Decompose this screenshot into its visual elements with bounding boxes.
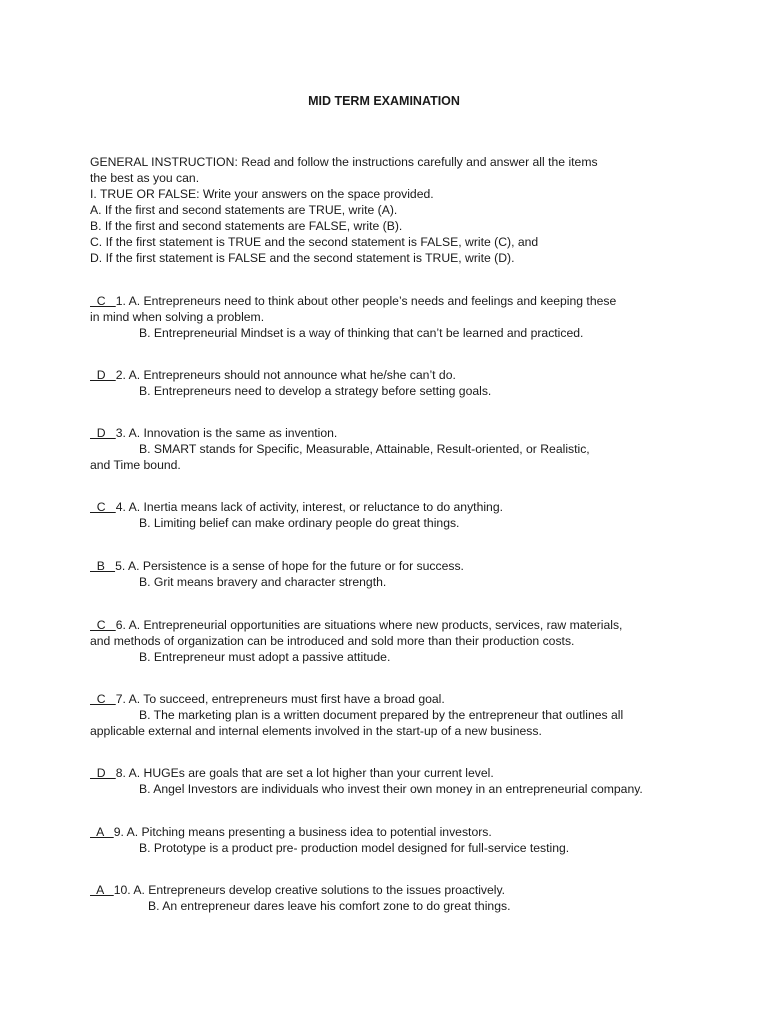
instruction-line: GENERAL INSTRUCTION: Read and follow the instructions carefully and answer all the items <box>90 155 598 169</box>
statement-b: B. Angel Investors are individuals who invest their own money in an entrepreneurial company. <box>139 782 643 796</box>
instruction-line: D. If the first statement is FALSE and the second statement is TRUE, write (D). <box>90 251 515 265</box>
statement-a: 8. A. HUGEs are goals that are set a lot higher than your current level. <box>115 766 494 780</box>
statement-a-continued: and methods of organization can be introduced and sold more than their production costs. <box>90 634 575 648</box>
instruction-line: A. If the first and second statements are TRUE, write (A). <box>90 203 398 217</box>
answer-blank[interactable]: C <box>90 618 116 632</box>
answer-blank[interactable]: C <box>90 294 116 308</box>
answer-blank[interactable]: D <box>90 766 116 780</box>
statement-b-continued: applicable external and internal elements involved in the start-up of a new business. <box>90 724 542 738</box>
statement-a: 4. A. Inertia means lack of activity, interest, or reluctance to do anything. <box>115 500 503 514</box>
statement-a: 6. A. Entrepreneurial opportunities are situations where new products, services, raw materials, <box>115 618 623 632</box>
statement-b-continued: and Time bound. <box>90 458 181 472</box>
statement-a-continued: in mind when solving a problem. <box>90 310 265 324</box>
instruction-line: I. TRUE OR FALSE: Write your answers on the space provided. <box>90 187 434 201</box>
statement-b: B. The marketing plan is a written document prepared by the entrepreneur that outlines all <box>139 708 624 722</box>
statement-a: 2. A. Entrepreneurs should not announce what he/she can’t do. <box>115 368 456 382</box>
statement-b: B. Entrepreneurs need to develop a strategy before setting goals. <box>139 384 492 398</box>
question-item-9 <box>90 824 690 856</box>
answer-blank[interactable]: D <box>90 426 116 440</box>
instruction-line: C. If the first statement is TRUE and the second statement is FALSE, write (C), and <box>90 235 539 249</box>
statement-a: 10. A. Entrepreneurs develop creative solutions to the issues proactively. <box>113 883 506 897</box>
question-item-5 <box>90 558 690 590</box>
statement-a: 5. A. Persistence is a sense of hope for the future or for success. <box>115 559 464 573</box>
question-item-1 <box>90 293 690 341</box>
statement-b: B. Grit means bravery and character strength. <box>139 575 387 589</box>
statement-b: B. Prototype is a product pre- production model designed for full-service testing. <box>139 841 570 855</box>
statement-a: 1. A. Entrepreneurs need to think about other people’s needs and feelings and keeping these <box>115 294 617 308</box>
statement-a: 3. A. Innovation is the same as invention. <box>115 426 338 440</box>
instruction-line: B. If the first and second statements are FALSE, write (B). <box>90 219 403 233</box>
question-item-6 <box>90 617 690 665</box>
statement-b: B. Entrepreneurial Mindset is a way of thinking that can’t be learned and practiced. <box>139 326 584 340</box>
statement-b: B. Entrepreneur must adopt a passive attitude. <box>139 650 391 664</box>
instruction-line: the best as you can. <box>90 171 200 185</box>
answer-blank[interactable]: D <box>90 368 116 382</box>
answer-blank[interactable]: B <box>90 559 116 573</box>
statement-b: B. An entrepreneur dares leave his comfort zone to do great things. <box>148 899 511 913</box>
statement-b: B. Limiting belief can make ordinary people do great things. <box>139 516 460 530</box>
statement-a: 9. A. Pitching means presenting a business idea to potential investors. <box>113 825 492 839</box>
statement-b: B. SMART stands for Specific, Measurable, Attainable, Result-oriented, or Realistic, <box>139 442 590 456</box>
question-item-7 <box>90 691 690 739</box>
question-item-10 <box>90 882 690 914</box>
answer-blank[interactable]: C <box>90 500 116 514</box>
question-item-8 <box>90 765 690 797</box>
general-instructions <box>90 154 690 266</box>
answer-blank[interactable]: A <box>90 883 114 897</box>
statement-a: 7. A. To succeed, entrepreneurs must first have a broad goal. <box>115 692 445 706</box>
question-item-2 <box>90 367 690 399</box>
page-title: MID TERM EXAMINATION <box>308 94 460 108</box>
answer-blank[interactable]: C <box>90 692 116 706</box>
question-item-3 <box>90 425 690 473</box>
answer-blank[interactable]: A <box>90 825 114 839</box>
question-item-4 <box>90 499 690 531</box>
